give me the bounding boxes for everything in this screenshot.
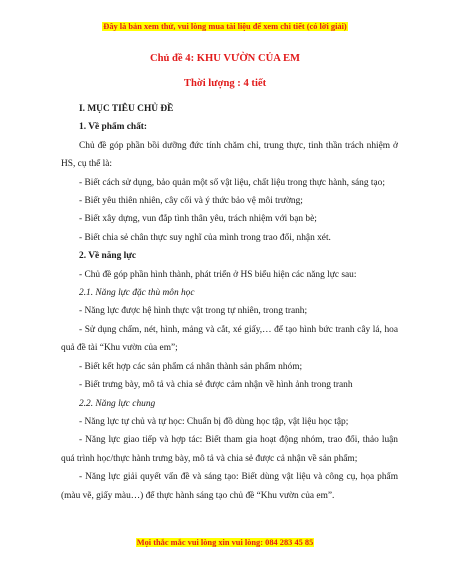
topic-title: Chủ đề 4: KHU VƯỜN CỦA EM [149, 53, 301, 64]
bullet-item: - Biết chia sẻ chân thực suy nghĩ của mình trong trao đổi, nhận xét. [79, 232, 331, 243]
paragraph: Chủ đề góp phần bồi dưỡng đức tính chăm chỉ, trung thực, tinh thần trách nhiệm ở HS, cụ thể là: [61, 140, 398, 170]
bullet-item: - Biết trưng bày, mô tả và chia sẻ được cảm nhận về hình ảnh trong tranh [79, 380, 353, 391]
subheading-qualities: 1. Về phẩm chất: [79, 122, 148, 133]
bullet-item: - Năng lực được hệ hình thực vật trong tự nhiên, trong tranh; [79, 306, 308, 317]
preview-banner-text: Đây là bản xem thử, vui lòng mua tài liệu để xem chi tiết (có lời giải) [103, 22, 347, 31]
document-body [61, 100, 398, 505]
bullet-item: - Biết cách sử dụng, bảo quản một số vật liệu, chất liệu trong thực hành, sáng tạo; [79, 177, 385, 188]
contact-banner-text: Mọi thắc mắc vui lòng xin vui lòng: 084 283 45 85 [136, 538, 314, 547]
subheading-competencies: 2. Về năng lực [79, 251, 137, 262]
subheading-specific: 2.1. Năng lực đặc thù môn học [79, 288, 195, 299]
contact-banner [0, 538, 450, 547]
bullet-item: - Năng lực tự chủ và tự học: Chuẩn bị đồ dùng học tập, vật liệu học tập; [79, 416, 349, 427]
bullet-item: - Năng lực giao tiếp và hợp tác: Biết tham gia hoạt động nhóm, trao đổi, thảo luận quá trình học/thực hành trưng bày, mô tả và chia sẻ được cả nhận về sản phẩm; [61, 435, 398, 464]
bullet-item: - Năng lực giải quyết vấn đề và sáng tạo: Biết dùng vật liệu và công cụ, họa phẩm (màu vẽ, giấy màu…) để thực hành sáng tạo chủ đề “Khu vườn của em”. [61, 472, 398, 501]
bullet-item: - Biết yêu thiên nhiên, cây cối và ý thức bảo vệ môi trường; [79, 196, 303, 207]
bullet-item: - Biết kết hợp các sản phẩm cá nhân thành sản phẩm nhóm; [79, 361, 303, 372]
bullet-item: - Sử dụng chấm, nét, hình, mảng và cắt, xé giấy,… để tạo hình bức tranh cây lá, hoa quả đề tài “Khu vườn của em”; [61, 324, 398, 354]
paragraph: - Chủ đề góp phần hình thành, phát triển ở HS biểu hiện các năng lực sau: [79, 269, 357, 280]
section-heading: I. MỤC TIÊU CHỦ ĐỀ [79, 104, 174, 114]
preview-banner [0, 22, 450, 31]
subheading-general: 2.2. Năng lực chung [79, 398, 156, 409]
bullet-item: - Biết xây dựng, vun đắp tình thân yêu, trách nhiệm với bạn bè; [79, 214, 317, 225]
duration-label: Thời lượng : 4 tiết [183, 78, 267, 89]
